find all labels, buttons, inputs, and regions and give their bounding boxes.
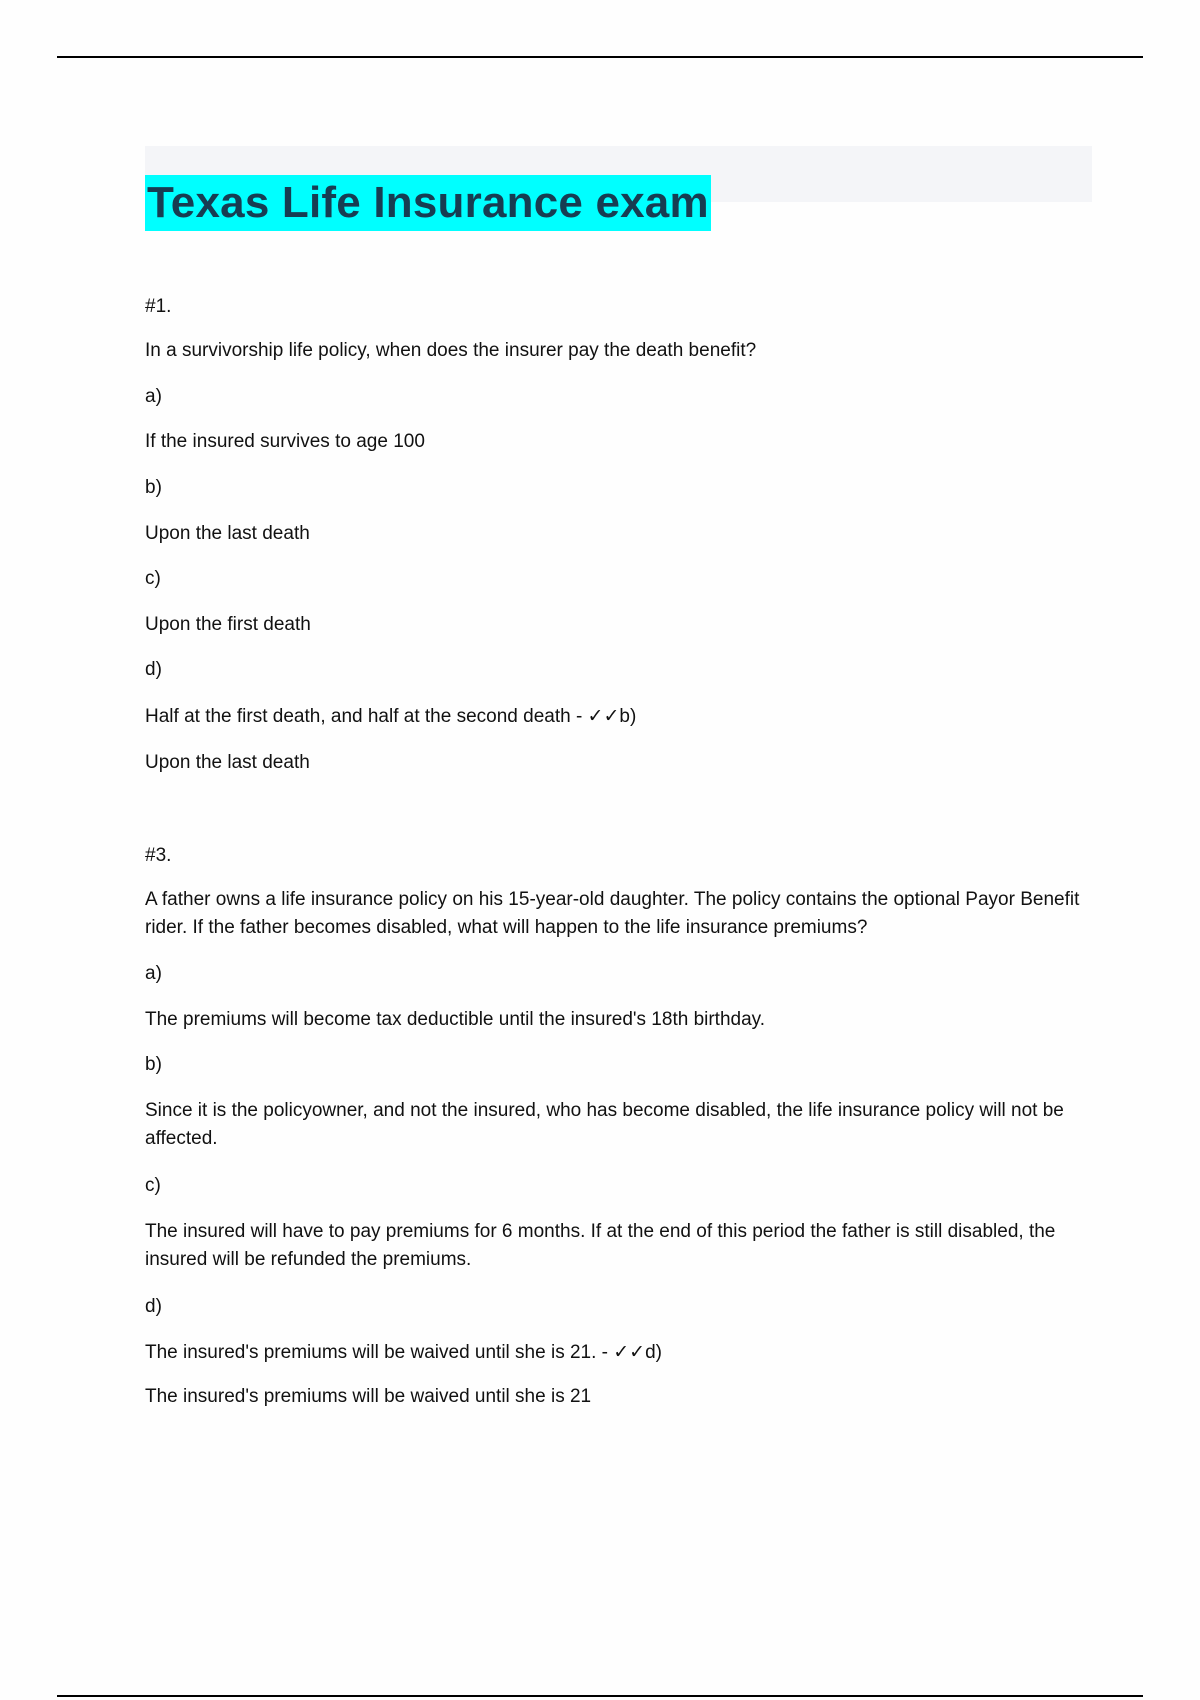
question-1-option-c-text: Upon the first death [145, 614, 311, 635]
question-1-number: #1. [145, 296, 172, 317]
top-rule [57, 56, 1143, 58]
question-1-option-a-text: If the insured survives to age 100 [145, 431, 425, 452]
question-3-option-a-letter: a) [145, 963, 162, 984]
question-3-answer: The insured's premiums will be waived until she is 21 [145, 1386, 592, 1407]
question-1-option-c-letter: c) [145, 568, 161, 589]
question-1-prompt: In a survivorship life policy, when does the insurer pay the death benefit? [145, 340, 757, 361]
question-1-option-b-text: Upon the last death [145, 523, 310, 544]
question-3-option-b-letter: b) [145, 1054, 162, 1075]
question-3-option-d-letter: d) [145, 1296, 162, 1317]
question-1-answer: Upon the last death [145, 752, 310, 773]
question-1-option-d-letter: d) [145, 659, 162, 680]
question-3-option-b-text: Since it is the policyowner, and not the insured, who has become disabled, the life insurance policy will not be affected. [145, 1100, 1064, 1149]
bottom-rule [57, 1695, 1143, 1697]
question-3-number: #3. [145, 845, 172, 866]
question-1-option-a-letter: a) [145, 386, 162, 407]
question-3-option-c-letter: c) [145, 1175, 161, 1196]
question-3-prompt: A father owns a life insurance policy on his 15-year-old daughter. The policy contains the optional Payor Benefit rider. If the father becomes disabled, what will happen to the life insurance premiums? [145, 889, 1080, 938]
question-1-option-b-letter: b) [145, 477, 162, 498]
document-title: Texas Life Insurance exam [145, 175, 711, 231]
question-1-option-d-text: Half at the first death, and half at the second death - ✓✓b) [145, 706, 637, 727]
question-3-option-d-text: The insured's premiums will be waived until she is 21. - ✓✓d) [145, 1342, 662, 1363]
question-3-option-a-text: The premiums will become tax deductible until the insured's 18th birthday. [145, 1009, 766, 1030]
question-3-option-c-text: The insured will have to pay premiums for 6 months. If at the end of this period the father is still disabled, the insured will be refunded the premiums. [145, 1221, 1056, 1270]
